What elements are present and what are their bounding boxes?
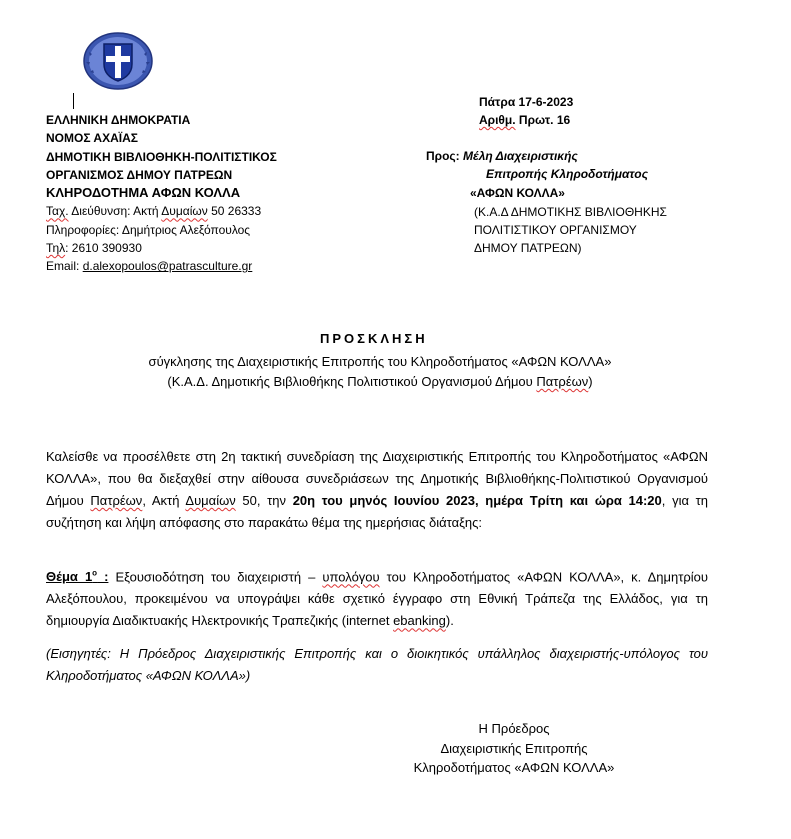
sender-line-republic: ΕΛΛΗΝΙΚΗ ΔΗΜΟΚΡΑΤΙΑ — [46, 113, 191, 127]
recipient-line5: ΠΟΛΙΤΙΣΤΙΚΟΥ ΟΡΓΑΝΙΣΜΟΥ — [474, 223, 637, 237]
sender-line-library: ΔΗΜΟΤΙΚΗ ΒΙΒΛΙΟΘΗΚΗ-ΠΟΛΙΤΙΣΤΙΚΟΣ — [46, 149, 277, 164]
address-street: Δυμαίων — [161, 204, 208, 219]
document-title: ΠΡΟΣΚΛΗΣΗ — [320, 331, 428, 346]
document-subtitle: σύγκλησης της Διαχειριστικής Επιτροπής του Κληροδοτήματος «ΑΦΩΝ ΚΟΛΛΑ» — [148, 354, 612, 369]
address-tail: 50 26333 — [207, 204, 262, 219]
recipient-line2: Επιτροπής Κληροδοτήματος — [486, 167, 649, 181]
sender-email — [46, 257, 277, 275]
para-f: , για τη συζήτηση και λήψη απόφασης στο παρακάτω θέμα της ημερήσιας διάταξης: — [46, 493, 709, 530]
signature-committee: Διαχειριστικής Επιτροπής — [440, 740, 588, 756]
recipient-line3: «ΑΦΩΝ ΚΟΛΛΑ» — [470, 186, 565, 200]
sender-info: Πληροφορίες: Δημήτριος Αλεξόπουλος — [46, 222, 251, 237]
topic-e: ). — [445, 613, 454, 629]
para-c: , Ακτή — [142, 493, 186, 508]
meeting-datetime: 20η του μηνός Ιουνίου 2023, ημέρα Τρίτη και ώρα 14:20 — [292, 493, 662, 508]
signature-title: Η Πρόεδρος — [478, 721, 550, 736]
sender-line-bequest: ΚΛΗΡΟΔΟΤΗΜΑ ΑΦΩΝ ΚΟΛΛΑ — [46, 185, 241, 201]
signature-bequest: Κληροδοτήματος «ΑΦΩΝ ΚΟΛΛΑ» — [413, 760, 615, 775]
rapporteurs-note: (Εισηγητές: Η Πρόεδρος Διαχειριστικής Επιτροπής και ο διοικητικός υπάλληλος διαχειριστής-υπόλογος του Κληροδοτήματος «ΑΦΩΝ ΚΟΛΛΑ») — [46, 646, 708, 683]
email-label: Email: — [46, 259, 83, 274]
protocol-label: Αριθμ. — [479, 113, 516, 127]
document-subtitle-kad — [0, 373, 760, 391]
topic-a: Εξουσιοδότηση του διαχειριστή – — [108, 569, 323, 585]
to-label: Προς: — [426, 149, 463, 163]
protocol-value: Πρωτ. 16 — [515, 113, 571, 127]
sender-address — [46, 202, 277, 220]
sender-line-prefecture: ΝΟΜΟΣ ΑΧΑΪΑΣ — [46, 131, 138, 146]
protocol-number — [479, 111, 570, 129]
to-members: Μέλη Διαχειριστικής — [463, 149, 578, 163]
para-d: Δυμαίων — [185, 493, 236, 508]
topic-b: υπολόγου — [322, 569, 380, 585]
para-a: Καλείσθε να προσέλθετε στη 2η τακτική συνεδρίαση της Διαχειριστικής Επιτροπής του Κληροδοτήματος «ΑΦΩΝ ΚΟΛΛΑ», που θα διεξαχθεί στην αίθουσα συνεδριάσεων της Δημοτικής Βιβλιοθήκης-Πολιτιστικού Οργανισμού Δήμου — [46, 449, 708, 508]
address-value: Διεύθυνση: Ακτή — [68, 204, 162, 219]
greek-republic-emblem — [82, 32, 154, 90]
place-date: Πάτρα 17-6-2023 — [479, 95, 574, 109]
text-cursor — [73, 93, 74, 109]
recipient-line6: ΔΗΜΟΥ ΠΑΤΡΕΩΝ) — [474, 241, 582, 255]
subtitle-kad-c: ) — [588, 374, 593, 389]
para-b: Πατρέων — [90, 493, 143, 508]
subtitle-kad-a: (Κ.Α.Δ. Δημοτικής Βιβλιοθήκης Πολιτιστικού Οργανισμού Δήμου — [167, 374, 537, 389]
sender-phone — [46, 239, 277, 257]
topic-d: ebanking — [393, 613, 446, 629]
recipient-line1 — [426, 147, 578, 165]
sender-line-organization: ΟΡΓΑΝΙΣΜΟΣ ΔΗΜΟΥ ΠΑΤΡΕΩΝ — [46, 167, 233, 182]
signature-block — [380, 719, 648, 778]
para-e: 50, την — [235, 493, 293, 508]
invitation-paragraph — [46, 446, 708, 534]
phone-value: : 2610 390930 — [65, 241, 142, 256]
email-link[interactable]: d.alexopoulos@patrasculture.gr — [82, 259, 253, 274]
topic-label: Θέμα $1^o$ : — [46, 569, 109, 585]
sender-block — [46, 111, 277, 276]
address-label: Ταχ. — [46, 204, 69, 219]
recipient-line4: (Κ.Α.Δ ΔΗΜΟΤΙΚΗΣ ΒΙΒΛΙΟΘΗΚΗΣ — [474, 205, 667, 219]
subtitle-kad-b: Πατρέων — [536, 374, 589, 389]
topic-c: του Κληροδοτήματος «ΑΦΩΝ ΚΟΛΛΑ», κ. Δημητρίου Αλεξόπουλου, προκειμένου να υπογράψει κάθε σχετικό έγγραφο στη Εθνική Τράπεζα της Ελλάδος, για τη δημιουργία Διαδικτυακής Ηλεκτρονικής Τραπεζικής (internet — [46, 569, 708, 629]
agenda-topic — [46, 563, 708, 632]
phone-label: Τηλ — [46, 241, 66, 256]
